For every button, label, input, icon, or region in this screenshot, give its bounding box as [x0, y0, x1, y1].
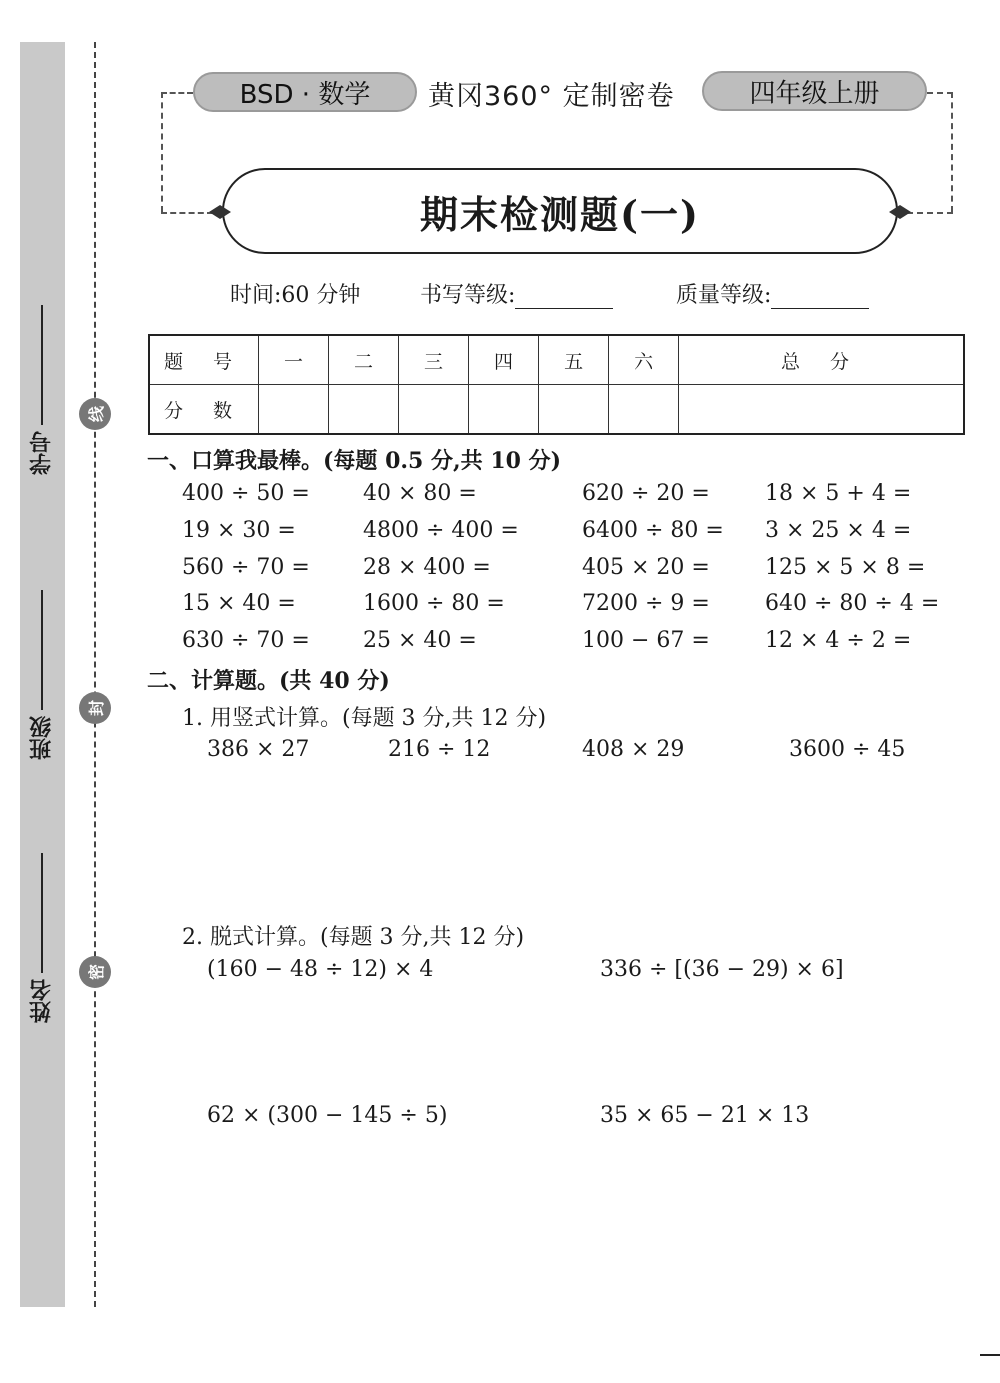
- step-calc-problem: 336 ÷ [(36 − 29) × 6]: [600, 957, 844, 982]
- oral-problem: 15 × 40 =: [182, 591, 296, 616]
- quality-grade-blank[interactable]: [771, 288, 869, 309]
- seal-seal-icon: 封: [79, 692, 111, 724]
- score-cell[interactable]: [679, 385, 964, 435]
- writing-grade-blank[interactable]: [515, 288, 613, 309]
- frame-dash: [161, 92, 193, 94]
- oral-problem: 125 × 5 × 8 =: [765, 555, 926, 580]
- score-table-header-row: [149, 335, 964, 385]
- frame-dash: [161, 92, 163, 212]
- vertical-calc-problem: 386 × 27: [207, 737, 310, 762]
- name-blank[interactable]: [41, 853, 43, 973]
- part2-title: 2. 脱式计算。(每题 3 分,共 12 分): [182, 925, 525, 950]
- oral-problem: 400 ÷ 50 =: [182, 481, 310, 506]
- table-cell: 题 号: [149, 335, 259, 385]
- time-info: 时间:60 分钟: [230, 283, 361, 308]
- oral-problem: 28 × 400 =: [363, 555, 491, 580]
- name-label: 姓名: [29, 979, 55, 1023]
- quality-grade-label: 质量等级:: [676, 283, 772, 308]
- step-calc-problem: (160 − 48 ÷ 12) × 4: [207, 957, 434, 982]
- writing-grade: [420, 278, 613, 309]
- score-cell[interactable]: [329, 385, 399, 435]
- score-cell[interactable]: [469, 385, 539, 435]
- class-label: 班级: [29, 716, 55, 760]
- oral-problem: 40 × 80 =: [363, 481, 477, 506]
- section2-heading: [147, 664, 390, 695]
- grade-pill: 四年级上册: [702, 71, 927, 111]
- page-mark: [980, 1354, 1000, 1356]
- oral-problem: 4800 ÷ 400 =: [363, 518, 519, 543]
- frame-dash: [927, 92, 953, 94]
- score-table-score-row: [149, 385, 964, 435]
- frame-dash: [907, 212, 953, 214]
- section1-note: (每题 0.5 分,共 10 分): [323, 448, 562, 474]
- student-id-field[interactable]: [22, 290, 62, 475]
- oral-problem: 640 ÷ 80 ÷ 4 =: [765, 591, 940, 616]
- quality-grade: [676, 278, 869, 309]
- table-cell: 二: [329, 335, 399, 385]
- oral-problem: 405 × 20 =: [582, 555, 710, 580]
- section2-title: 二、计算题。: [147, 669, 280, 694]
- oral-problem: 19 × 30 =: [182, 518, 296, 543]
- oral-problem: 1600 ÷ 80 =: [363, 591, 505, 616]
- score-cell[interactable]: [609, 385, 679, 435]
- exam-title: 期末检测题(一): [222, 168, 898, 254]
- subject-pill: BSD · 数学: [193, 72, 417, 112]
- class-field[interactable]: [22, 565, 62, 760]
- table-cell: 一: [259, 335, 329, 385]
- table-cell: 六: [609, 335, 679, 385]
- student-id-label: 学号: [29, 431, 55, 475]
- cut-line: [94, 42, 96, 1307]
- name-field[interactable]: [22, 838, 62, 1023]
- oral-problem: 25 × 40 =: [363, 628, 477, 653]
- section1-heading: [147, 444, 561, 475]
- oral-problem: 7200 ÷ 9 =: [582, 591, 710, 616]
- part1-title: 1. 用竖式计算。(每题 3 分,共 12 分): [182, 706, 547, 731]
- table-cell: 三: [399, 335, 469, 385]
- oral-problem: 3 × 25 × 4 =: [765, 518, 912, 543]
- step-calc-problem: 62 × (300 − 145 ÷ 5): [207, 1103, 448, 1128]
- vertical-calc-problem: 408 × 29: [582, 737, 685, 762]
- seal-secret-icon: 密: [79, 956, 111, 988]
- table-cell: 四: [469, 335, 539, 385]
- table-cell: 五: [539, 335, 609, 385]
- oral-problem: 560 ÷ 70 =: [182, 555, 310, 580]
- section2-note: (共 40 分): [279, 668, 390, 694]
- frame-dash: [951, 92, 953, 212]
- oral-problem: 6400 ÷ 80 =: [582, 518, 724, 543]
- frame-dash: [161, 212, 213, 214]
- oral-problem: 18 × 5 + 4 =: [765, 481, 912, 506]
- table-cell: 总 分: [679, 335, 964, 385]
- oral-problem: 12 × 4 ÷ 2 =: [765, 628, 912, 653]
- score-cell[interactable]: [539, 385, 609, 435]
- writing-grade-label: 书写等级:: [420, 283, 516, 308]
- vertical-calc-problem: 216 ÷ 12: [388, 737, 491, 762]
- score-cell[interactable]: [259, 385, 329, 435]
- section1-title: 一、口算我最棒。: [147, 449, 324, 474]
- student-id-blank[interactable]: [41, 305, 43, 425]
- score-cell[interactable]: [399, 385, 469, 435]
- vertical-calc-problem: 3600 ÷ 45: [789, 737, 906, 762]
- oral-problem: 620 ÷ 20 =: [582, 481, 710, 506]
- series-name: 黄冈360° 定制密卷: [428, 81, 675, 112]
- oral-problem: 100 − 67 =: [582, 628, 710, 653]
- class-blank[interactable]: [41, 590, 43, 710]
- table-cell: 分 数: [149, 385, 259, 435]
- seal-line-icon: 线: [79, 398, 111, 430]
- score-table: [148, 334, 965, 435]
- step-calc-problem: 35 × 65 − 21 × 13: [600, 1103, 810, 1128]
- oral-problem: 630 ÷ 70 =: [182, 628, 310, 653]
